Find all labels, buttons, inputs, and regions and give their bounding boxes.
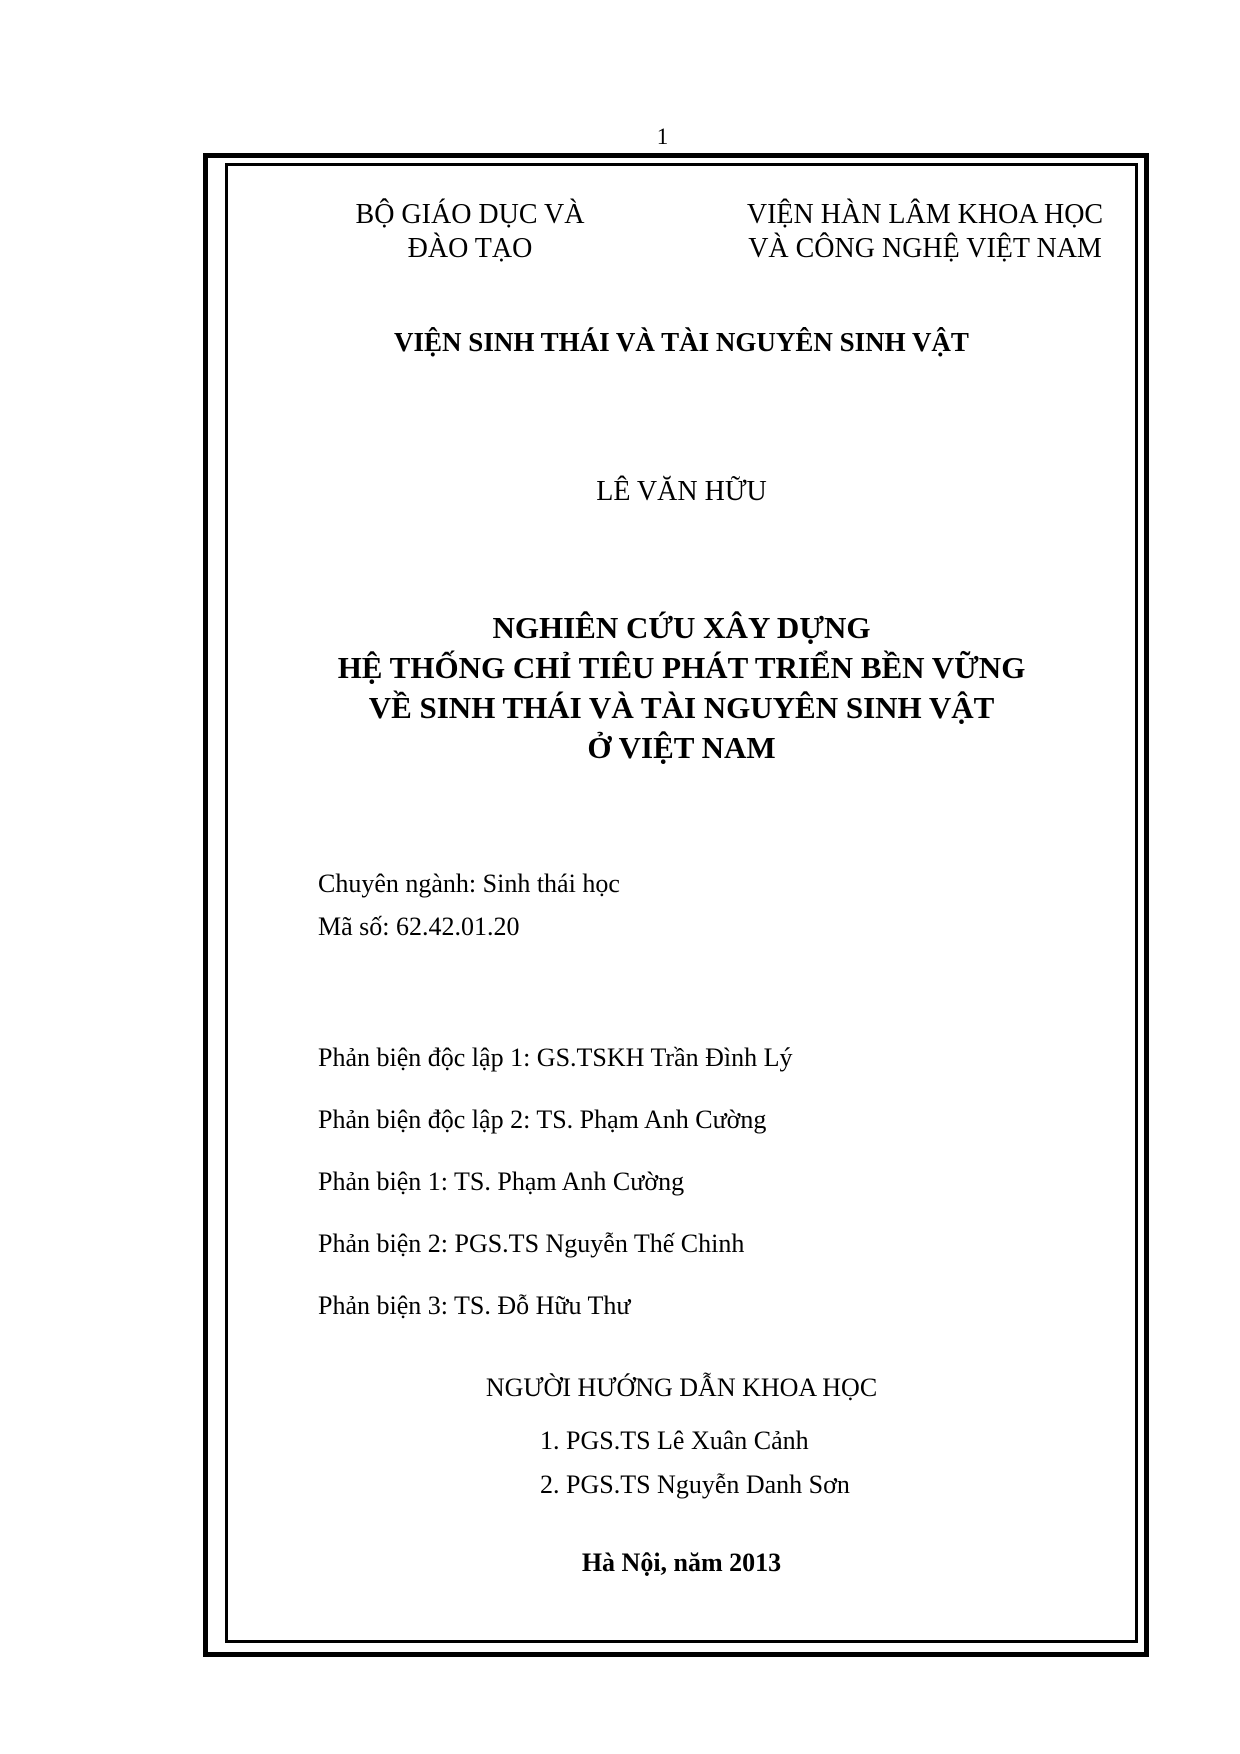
title-line: Ở VIỆT NAM — [587, 730, 776, 765]
title-line: VỀ SINH THÁI VÀ TÀI NGUYÊN SINH VẬT — [368, 690, 995, 725]
ministry-name — [300, 198, 640, 266]
specialization-code: Mã số: 62.42.01.20 — [318, 912, 520, 941]
specialization: Chuyên ngành: Sinh thái học — [318, 869, 620, 898]
title-line: HỆ THỐNG CHỈ TIÊU PHÁT TRIỂN BỀN VỮNG — [337, 650, 1026, 685]
advisor-list — [540, 1419, 850, 1507]
ministry-line: ĐÀO TẠO — [407, 233, 533, 264]
reviewer-item: Phản biện độc lập 2: TS. Phạm Anh Cường — [318, 1105, 767, 1134]
specialization-block — [318, 862, 620, 948]
academy-line: VIỆN HÀN LÂM KHOA HỌC — [746, 199, 1104, 230]
author-name: LÊ VĂN HỮU — [596, 476, 767, 507]
advisor-item: 1. PGS.TS Lê Xuân Cảnh — [540, 1426, 809, 1455]
page-number: 1 — [656, 124, 669, 149]
reviewer-list — [318, 1027, 793, 1337]
reviewer-item: Phản biện 1: TS. Phạm Anh Cường — [318, 1167, 685, 1196]
ministry-line: BỘ GIÁO DỤC VÀ — [355, 199, 585, 230]
thesis-title — [225, 608, 1138, 768]
reviewer-item: Phản biện độc lập 1: GS.TSKH Trần Đình Lý — [318, 1043, 793, 1072]
advisor-item: 2. PGS.TS Nguyễn Danh Sơn — [540, 1470, 850, 1499]
reviewer-item: Phản biện 2: PGS.TS Nguyễn Thế Chinh — [318, 1229, 745, 1258]
advisors-heading: NGƯỜI HƯỚNG DẪN KHOA HỌC — [485, 1373, 878, 1402]
academy-line: VÀ CÔNG NGHỆ VIỆT NAM — [748, 233, 1102, 264]
institute-name: VIỆN SINH THÁI VÀ TÀI NGUYÊN SINH VẬT — [394, 327, 969, 357]
reviewer-item: Phản biện 3: TS. Đỗ Hữu Thư — [318, 1291, 631, 1320]
academy-name — [710, 198, 1140, 266]
title-line: NGHIÊN CỨU XÂY DỰNG — [492, 610, 871, 645]
place-date: Hà Nội, năm 2013 — [581, 1548, 782, 1577]
